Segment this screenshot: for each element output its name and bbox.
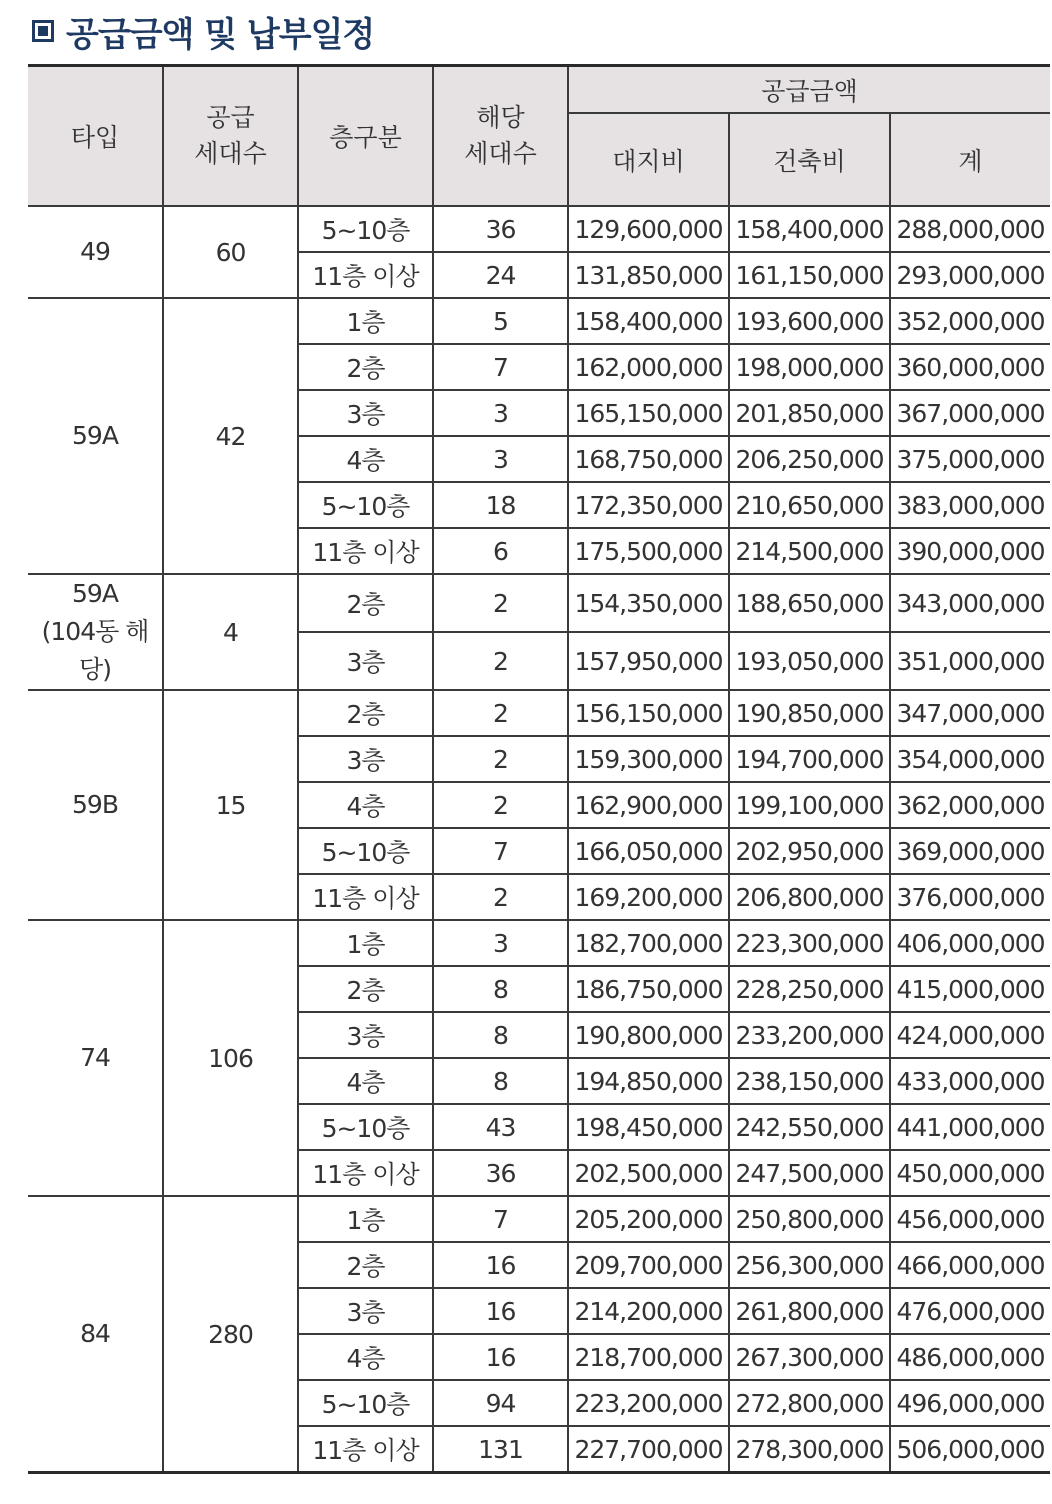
cell-units: 2 bbox=[433, 632, 568, 690]
cell-type: 49 bbox=[28, 206, 163, 298]
cell-building-price: 198,000,000 bbox=[729, 344, 890, 390]
cell-units: 8 bbox=[433, 1012, 568, 1058]
cell-total-price: 486,000,000 bbox=[890, 1334, 1050, 1380]
cell-building-price: 190,850,000 bbox=[729, 690, 890, 736]
cell-units: 43 bbox=[433, 1104, 568, 1150]
cell-units: 7 bbox=[433, 828, 568, 874]
cell-land-price: 131,850,000 bbox=[568, 252, 729, 298]
cell-land-price: 172,350,000 bbox=[568, 482, 729, 528]
cell-land-price: 227,700,000 bbox=[568, 1426, 729, 1473]
cell-building-price: 199,100,000 bbox=[729, 782, 890, 828]
section-title-text: 공급금액 및 납부일정 bbox=[66, 14, 375, 55]
cell-total-price: 496,000,000 bbox=[890, 1380, 1050, 1426]
cell-land-price: 154,350,000 bbox=[568, 574, 729, 632]
cell-total-price: 456,000,000 bbox=[890, 1196, 1050, 1242]
cell-units: 2 bbox=[433, 782, 568, 828]
cell-land-price: 162,900,000 bbox=[568, 782, 729, 828]
cell-building-price: 206,800,000 bbox=[729, 874, 890, 920]
cell-units: 3 bbox=[433, 390, 568, 436]
cell-land-price: 218,700,000 bbox=[568, 1334, 729, 1380]
cell-supply-units: 15 bbox=[163, 690, 298, 920]
cell-building-price: 267,300,000 bbox=[729, 1334, 890, 1380]
cell-floor: 4층 bbox=[298, 436, 433, 482]
cell-building-price: 202,950,000 bbox=[729, 828, 890, 874]
cell-land-price: 166,050,000 bbox=[568, 828, 729, 874]
cell-land-price: 159,300,000 bbox=[568, 736, 729, 782]
cell-floor: 3층 bbox=[298, 1288, 433, 1334]
cell-total-price: 369,000,000 bbox=[890, 828, 1050, 874]
cell-land-price: 182,700,000 bbox=[568, 920, 729, 966]
cell-type: 74 bbox=[28, 920, 163, 1196]
cell-floor: 2층 bbox=[298, 1242, 433, 1288]
header-total: 계 bbox=[890, 113, 1050, 206]
cell-building-price: 228,250,000 bbox=[729, 966, 890, 1012]
cell-type: 84 bbox=[28, 1196, 163, 1473]
cell-land-price: 169,200,000 bbox=[568, 874, 729, 920]
cell-type: 59A (104동 해당) bbox=[28, 574, 163, 690]
cell-units: 16 bbox=[433, 1288, 568, 1334]
cell-floor: 2층 bbox=[298, 574, 433, 632]
cell-building-price: 238,150,000 bbox=[729, 1058, 890, 1104]
section-title bbox=[32, 6, 374, 56]
cell-total-price: 352,000,000 bbox=[890, 298, 1050, 344]
cell-units: 3 bbox=[433, 436, 568, 482]
cell-total-price: 288,000,000 bbox=[890, 206, 1050, 252]
cell-building-price: 242,550,000 bbox=[729, 1104, 890, 1150]
cell-floor: 3층 bbox=[298, 390, 433, 436]
cell-floor: 5~10층 bbox=[298, 1104, 433, 1150]
cell-building-price: 194,700,000 bbox=[729, 736, 890, 782]
cell-land-price: 205,200,000 bbox=[568, 1196, 729, 1242]
cell-building-price: 256,300,000 bbox=[729, 1242, 890, 1288]
cell-floor: 11층 이상 bbox=[298, 1426, 433, 1473]
table-row bbox=[28, 1196, 1050, 1242]
cell-land-price: 156,150,000 bbox=[568, 690, 729, 736]
cell-floor: 3층 bbox=[298, 1012, 433, 1058]
header-land: 대지비 bbox=[568, 113, 729, 206]
cell-floor: 1층 bbox=[298, 298, 433, 344]
cell-type: 59A bbox=[28, 298, 163, 574]
price-table-body bbox=[28, 206, 1050, 1473]
cell-supply-units: 60 bbox=[163, 206, 298, 298]
cell-land-price: 186,750,000 bbox=[568, 966, 729, 1012]
cell-supply-units: 42 bbox=[163, 298, 298, 574]
cell-total-price: 383,000,000 bbox=[890, 482, 1050, 528]
cell-land-price: 129,600,000 bbox=[568, 206, 729, 252]
cell-units: 8 bbox=[433, 1058, 568, 1104]
cell-total-price: 415,000,000 bbox=[890, 966, 1050, 1012]
cell-units: 94 bbox=[433, 1380, 568, 1426]
cell-floor: 4층 bbox=[298, 782, 433, 828]
cell-total-price: 343,000,000 bbox=[890, 574, 1050, 632]
cell-building-price: 210,650,000 bbox=[729, 482, 890, 528]
cell-land-price: 175,500,000 bbox=[568, 528, 729, 574]
cell-total-price: 293,000,000 bbox=[890, 252, 1050, 298]
header-units-text: 해당 세대수 bbox=[464, 103, 537, 168]
cell-units: 131 bbox=[433, 1426, 568, 1473]
cell-building-price: 206,250,000 bbox=[729, 436, 890, 482]
header-floor: 층구분 bbox=[298, 66, 433, 207]
table-row bbox=[28, 206, 1050, 252]
header-price-group: 공급금액 bbox=[568, 66, 1050, 114]
cell-total-price: 376,000,000 bbox=[890, 874, 1050, 920]
cell-floor: 1층 bbox=[298, 1196, 433, 1242]
cell-units: 2 bbox=[433, 874, 568, 920]
cell-supply-units: 280 bbox=[163, 1196, 298, 1473]
cell-total-price: 506,000,000 bbox=[890, 1426, 1050, 1473]
cell-total-price: 424,000,000 bbox=[890, 1012, 1050, 1058]
cell-building-price: 250,800,000 bbox=[729, 1196, 890, 1242]
table-row bbox=[28, 690, 1050, 736]
cell-building-price: 223,300,000 bbox=[729, 920, 890, 966]
cell-land-price: 198,450,000 bbox=[568, 1104, 729, 1150]
cell-land-price: 168,750,000 bbox=[568, 436, 729, 482]
cell-floor: 5~10층 bbox=[298, 1380, 433, 1426]
cell-building-price: 193,050,000 bbox=[729, 632, 890, 690]
cell-floor: 5~10층 bbox=[298, 206, 433, 252]
cell-total-price: 406,000,000 bbox=[890, 920, 1050, 966]
cell-total-price: 466,000,000 bbox=[890, 1242, 1050, 1288]
cell-floor: 3층 bbox=[298, 632, 433, 690]
cell-units: 16 bbox=[433, 1334, 568, 1380]
table-row bbox=[28, 298, 1050, 344]
cell-total-price: 441,000,000 bbox=[890, 1104, 1050, 1150]
cell-units: 2 bbox=[433, 690, 568, 736]
cell-building-price: 201,850,000 bbox=[729, 390, 890, 436]
cell-land-price: 190,800,000 bbox=[568, 1012, 729, 1058]
table-row bbox=[28, 574, 1050, 632]
cell-building-price: 161,150,000 bbox=[729, 252, 890, 298]
cell-total-price: 351,000,000 bbox=[890, 632, 1050, 690]
cell-floor: 11층 이상 bbox=[298, 252, 433, 298]
price-table-header bbox=[28, 66, 1050, 207]
cell-building-price: 188,650,000 bbox=[729, 574, 890, 632]
cell-units: 16 bbox=[433, 1242, 568, 1288]
cell-land-price: 209,700,000 bbox=[568, 1242, 729, 1288]
cell-building-price: 158,400,000 bbox=[729, 206, 890, 252]
cell-units: 18 bbox=[433, 482, 568, 528]
cell-units: 2 bbox=[433, 736, 568, 782]
cell-building-price: 278,300,000 bbox=[729, 1426, 890, 1473]
cell-total-price: 362,000,000 bbox=[890, 782, 1050, 828]
cell-land-price: 202,500,000 bbox=[568, 1150, 729, 1196]
table-row bbox=[28, 920, 1050, 966]
header-units bbox=[433, 66, 568, 207]
cell-floor: 11층 이상 bbox=[298, 874, 433, 920]
cell-building-price: 247,500,000 bbox=[729, 1150, 890, 1196]
cell-floor: 2층 bbox=[298, 344, 433, 390]
cell-land-price: 162,000,000 bbox=[568, 344, 729, 390]
cell-land-price: 165,150,000 bbox=[568, 390, 729, 436]
cell-supply-units: 4 bbox=[163, 574, 298, 690]
cell-total-price: 476,000,000 bbox=[890, 1288, 1050, 1334]
cell-units: 6 bbox=[433, 528, 568, 574]
square-bullet-icon bbox=[32, 20, 54, 42]
cell-units: 8 bbox=[433, 966, 568, 1012]
header-supply-units-text: 공급 세대수 bbox=[194, 103, 267, 168]
cell-building-price: 272,800,000 bbox=[729, 1380, 890, 1426]
cell-floor: 4층 bbox=[298, 1058, 433, 1104]
cell-total-price: 450,000,000 bbox=[890, 1150, 1050, 1196]
cell-floor: 2층 bbox=[298, 966, 433, 1012]
cell-units: 3 bbox=[433, 920, 568, 966]
header-building: 건축비 bbox=[729, 113, 890, 206]
cell-units: 24 bbox=[433, 252, 568, 298]
cell-units: 7 bbox=[433, 344, 568, 390]
cell-floor: 5~10층 bbox=[298, 828, 433, 874]
cell-total-price: 354,000,000 bbox=[890, 736, 1050, 782]
cell-building-price: 261,800,000 bbox=[729, 1288, 890, 1334]
cell-building-price: 233,200,000 bbox=[729, 1012, 890, 1058]
cell-units: 36 bbox=[433, 206, 568, 252]
cell-units: 2 bbox=[433, 574, 568, 632]
cell-floor: 5~10층 bbox=[298, 482, 433, 528]
cell-floor: 11층 이상 bbox=[298, 1150, 433, 1196]
cell-total-price: 360,000,000 bbox=[890, 344, 1050, 390]
cell-supply-units: 106 bbox=[163, 920, 298, 1196]
cell-land-price: 223,200,000 bbox=[568, 1380, 729, 1426]
price-table bbox=[28, 64, 1050, 1474]
cell-units: 5 bbox=[433, 298, 568, 344]
cell-units: 36 bbox=[433, 1150, 568, 1196]
cell-total-price: 433,000,000 bbox=[890, 1058, 1050, 1104]
cell-floor: 3층 bbox=[298, 736, 433, 782]
cell-floor: 1층 bbox=[298, 920, 433, 966]
cell-land-price: 158,400,000 bbox=[568, 298, 729, 344]
cell-type: 59B bbox=[28, 690, 163, 920]
cell-floor: 4층 bbox=[298, 1334, 433, 1380]
cell-land-price: 157,950,000 bbox=[568, 632, 729, 690]
cell-total-price: 375,000,000 bbox=[890, 436, 1050, 482]
cell-building-price: 193,600,000 bbox=[729, 298, 890, 344]
header-supply-units bbox=[163, 66, 298, 207]
cell-floor: 11층 이상 bbox=[298, 528, 433, 574]
cell-land-price: 214,200,000 bbox=[568, 1288, 729, 1334]
cell-total-price: 367,000,000 bbox=[890, 390, 1050, 436]
cell-floor: 2층 bbox=[298, 690, 433, 736]
cell-land-price: 194,850,000 bbox=[568, 1058, 729, 1104]
cell-total-price: 347,000,000 bbox=[890, 690, 1050, 736]
cell-total-price: 390,000,000 bbox=[890, 528, 1050, 574]
header-type: 타입 bbox=[28, 66, 163, 207]
cell-building-price: 214,500,000 bbox=[729, 528, 890, 574]
cell-units: 7 bbox=[433, 1196, 568, 1242]
